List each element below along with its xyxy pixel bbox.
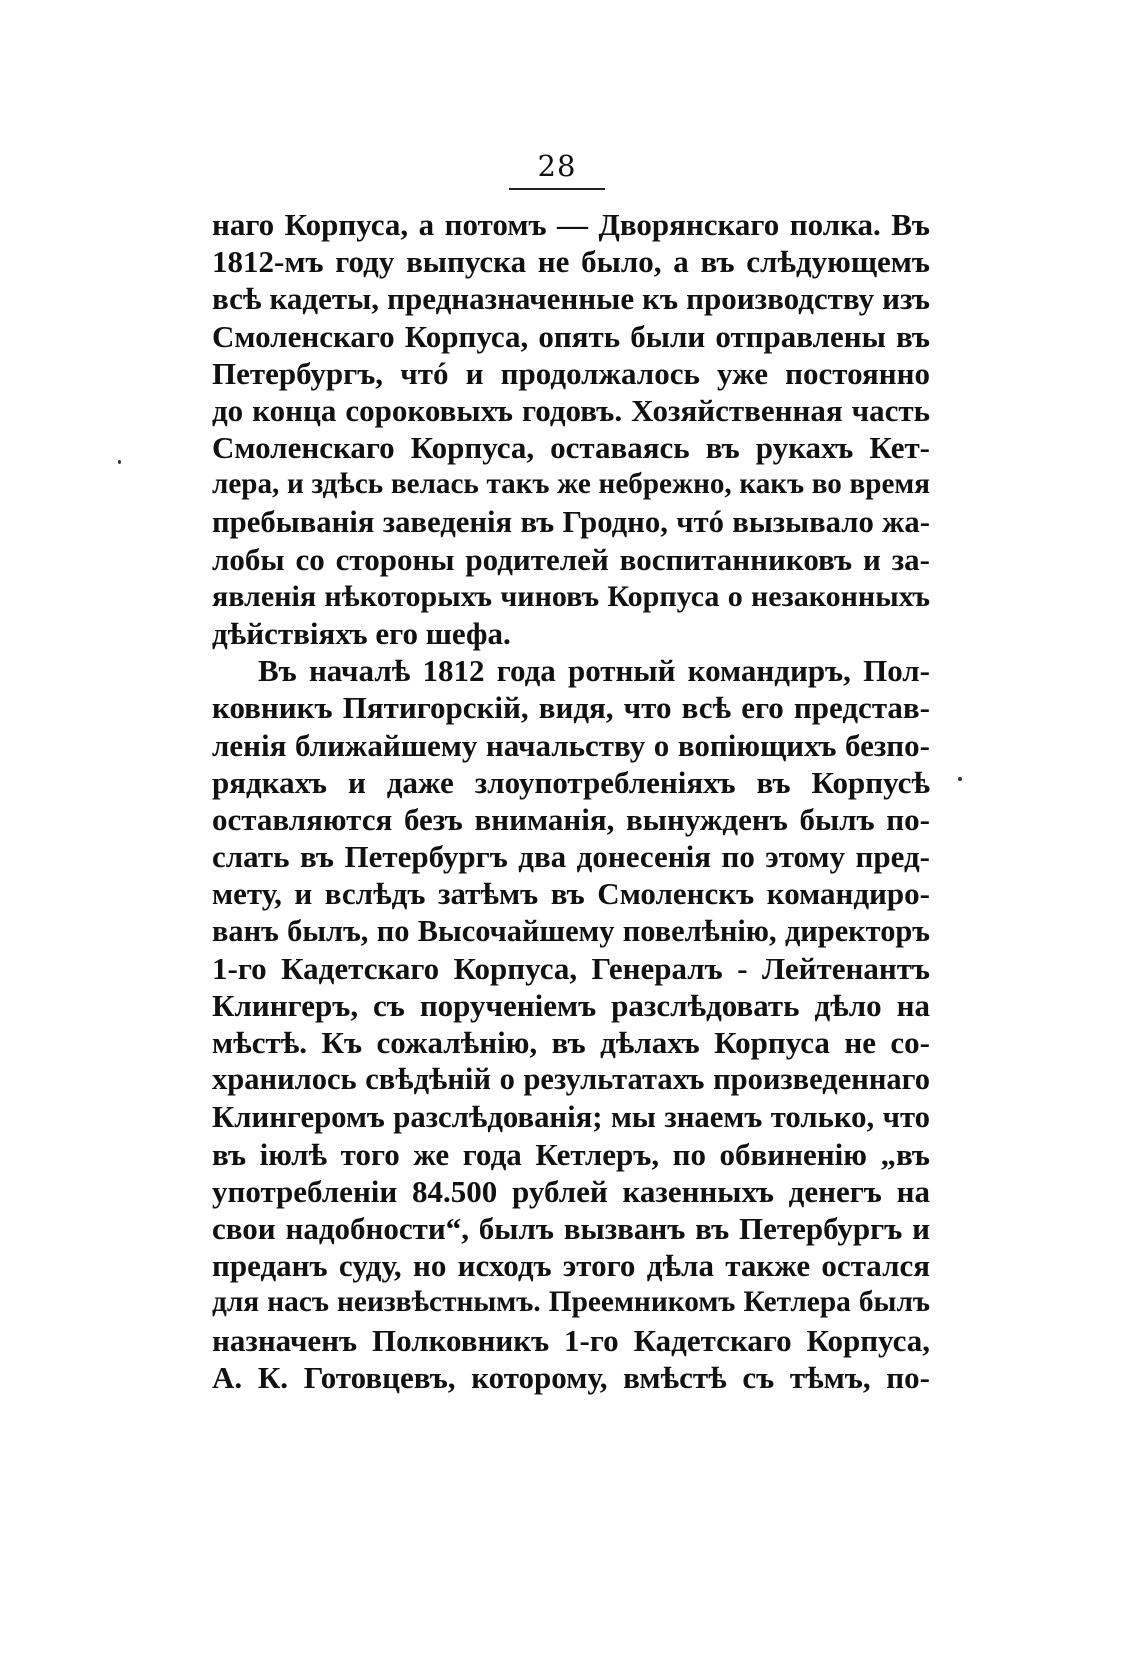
text-line: мету, и вслѣдъ затѣмъ въ Смоленскъ командиро- bbox=[212, 876, 930, 912]
text-line: пребыванія заведенія въ Гродно, чтó вызывало жа- bbox=[212, 504, 930, 539]
text-line: Въ началѣ 1812 года ротный командиръ, Пол- bbox=[258, 653, 930, 689]
text-line: Клингеромъ разслѣдованія; мы знаемъ только, что bbox=[212, 1099, 930, 1134]
text-line: свои надобности“, былъ вызванъ въ Петербургъ и bbox=[212, 1211, 930, 1247]
text-line: слать въ Петербургъ два донесенія по этому пред- bbox=[212, 839, 930, 875]
paragraph-1 bbox=[212, 206, 930, 652]
text-line: рядкахъ и даже злоупотребленіяхъ въ Корпусѣ bbox=[212, 764, 930, 800]
text-line: хранилось свѣдѣній о результатахъ произведеннаго bbox=[212, 1062, 930, 1097]
text-line: Клингеръ, съ порученіемъ разслѣдовать дѣло на bbox=[212, 987, 930, 1023]
text-line: явленія нѣкоторыхъ чиновъ Корпуса о незаконныхъ bbox=[212, 579, 930, 613]
paragraph-2 bbox=[212, 652, 930, 1396]
text-line: дѣйствіяхъ его шефа. bbox=[212, 616, 511, 652]
page-number: 28 bbox=[537, 149, 577, 183]
text-line: употребленіи 84.500 рублей казенныхъ денегъ на bbox=[212, 1173, 930, 1209]
text-line: 1-го Кадетскаго Корпуса, Генералъ - Лейтенантъ bbox=[212, 950, 930, 986]
text-line: оставляются безъ вниманія, вынужденъ былъ по- bbox=[212, 802, 930, 837]
text-line: въ іюлѣ того же года Кетлеръ, по обвиненію „въ bbox=[212, 1136, 930, 1172]
text-line: лобы со стороны родителей воспитанниковъ и за- bbox=[212, 541, 930, 577]
stray-mark-right bbox=[958, 777, 962, 781]
page-number-rule bbox=[509, 188, 605, 190]
text-line: мѣстѣ. Къ сожалѣнію, въ дѣлахъ Корпуса не со- bbox=[212, 1025, 930, 1061]
text-line: Смоленскаго Корпуса, оставаясь въ рукахъ Кет- bbox=[212, 430, 930, 466]
text-line: до конца сороковыхъ годовъ. Хозяйственная часть bbox=[212, 392, 930, 428]
text-line: всѣ кадеты, предназначенные къ производству изъ bbox=[212, 281, 930, 317]
text-line: ванъ былъ, по Высочайшему повелѣнію, директоръ bbox=[212, 913, 930, 948]
text-line: лера, и здѣсь велась такъ же небрежно, какъ во время bbox=[212, 468, 930, 501]
text-line: А. К. Готовцевъ, которому, вмѣстѣ съ тѣмъ, по- bbox=[212, 1359, 930, 1395]
text-line: Петербургъ, чтó и продолжалось уже постоянно bbox=[212, 355, 930, 391]
text-line: для насъ неизвѣстнымъ. Преемникомъ Кетлера былъ bbox=[212, 1286, 930, 1319]
text-line: наго Корпуса, а потомъ — Дворянскаго полка. Въ bbox=[212, 207, 930, 242]
stray-mark-left bbox=[118, 460, 121, 464]
text-line: преданъ суду, но исходъ этого дѣла также остался bbox=[212, 1248, 930, 1284]
text-line: 1812-мъ году выпуска не было, а въ слѣдующемъ bbox=[212, 244, 930, 280]
text-line: ленія ближайшему начальству о вопіющихъ безпо- bbox=[212, 727, 930, 763]
text-line: Смоленскаго Корпуса, опять были отправлены въ bbox=[212, 318, 930, 354]
text-line: ковникъ Пятигорскій, видя, что всѣ его представ- bbox=[212, 690, 930, 726]
text-line: назначенъ Полковникъ 1-го Кадетскаго Корпуса, bbox=[212, 1322, 930, 1358]
body-text bbox=[212, 206, 930, 1396]
